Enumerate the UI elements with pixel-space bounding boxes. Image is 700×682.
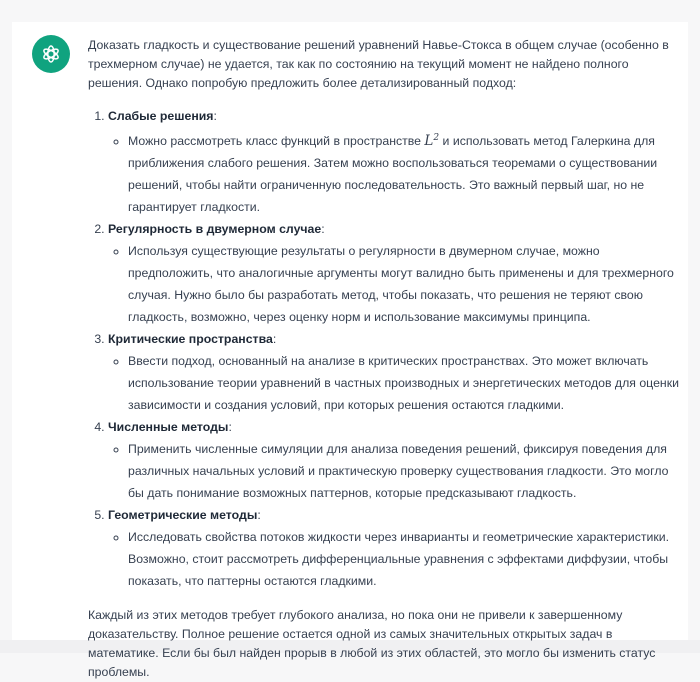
assistant-message <box>12 22 688 680</box>
conclusion-paragraph: Каждый из этих методов требует глубокого анализа, но пока они не привели к завершенному доказательству. Полное решение остается одной из самых значительных открытых задач в математике. Если бы был найден прорыв в любой из этих областей, это могло бы изменить статус проблемы. <box>88 608 656 680</box>
item-title: Численные методы <box>108 420 229 435</box>
list-item-detail: ◦ Можно рассмотреть класс функций в пространстве $L^2$ и использовать метод Галеркина для приближения слабого решения. Затем можно воспользоваться теоремами о существовании решений, чтобы найти ограниченную последовательность. Это важный первый шаг, но не гарантирует гладкости. <box>128 127 680 218</box>
item-title: Геометрические методы <box>108 508 258 523</box>
list-item: 3. Критические пространства: ◦ Ввести подход, основанный на анализе в критических пространствах. Это может включать использование теории уравнений в частных производных и энергетических методов для оценки зависимости и создания условий, при которых решения остаются гладкими. <box>108 328 680 416</box>
list-item-detail: ◦ Применить численные симуляции для анализа поведения решений, фиксируя поведения для различных начальных условий и практическую проверку существования гладкости. Это могло бы дать понимание возможных паттернов, которые предсказывают гладкость. <box>128 438 680 504</box>
approach-list <box>88 105 680 592</box>
list-item: 2. Регулярность в двумерном случае: ◦ Используя существующие результаты о регулярности в двумерном случае, можно предположить, что аналогичные аргументы могут валидно быть применены и для трехмерного случая. Нужно было бы разработать метод, чтобы показать, что решения не теряют свою гладкость, возможно, через оценку норм и использование максимумы принципа. <box>108 218 680 328</box>
item-title: Регулярность в двумерном случае <box>108 222 322 237</box>
item-title: Слабые решения <box>108 109 214 123</box>
intro-paragraph: Доказать гладкость и существование решений уравнений Навье-Стокса в общем случае (особенно в трехмерном случае) не удается, так как по состоянию на текущий момент не найдено полного решения. Однако попробую предложить более детализированный подход: <box>88 38 669 90</box>
list-item-detail: ◦ Используя существующие результаты о регулярности в двумерном случае, можно предположить, что аналогичные аргументы могут валидно быть применены и для трехмерного случая. Нужно было бы разработать метод, чтобы показать, что решения не теряют свою гладкость, возможно, через оценку норм и использование максимумы принципа. <box>128 240 680 328</box>
list-item-detail: ◦ Исследовать свойства потоков жидкости через инварианты и геометрические характеристики. Возможно, стоит рассмотреть дифференциальные уравнения с эффектами диффузии, чтобы показать, что паттерны остаются гладкими. <box>128 526 680 592</box>
item-title: Критические пространства <box>108 332 273 347</box>
list-item: 5. Геометрические методы: ◦ Исследовать свойства потоков жидкости через инварианты и геометрические характеристики. Возможно, стоит рассмотреть дифференциальные уравнения с эффектами диффузии, чтобы показать, что паттерны остаются гладкими. <box>108 504 680 592</box>
list-item-detail: ◦ Ввести подход, основанный на анализе в критических пространствах. Это может включать использование теории уравнений в частных производных и энергетических методов для оценки зависимости и создания условий, при которых решения остаются гладкими. <box>128 350 680 416</box>
message-content <box>88 36 680 682</box>
openai-logo-icon <box>39 42 63 66</box>
list-item: 4. Численные методы: ◦ Применить численные симуляции для анализа поведения решений, фиксируя поведения для различных начальных условий и практическую проверку существования гладкости. Это могло бы дать понимание возможных паттернов, которые предсказывают гладкость. <box>108 416 680 504</box>
list-item: 1. Слабые решения: ◦ Можно рассмотреть класс функций в пространстве $L^2$ и использовать метод Галеркина для приближения слабого решения. Затем можно воспользоваться теоремами о существовании решений, чтобы найти ограниченную последовательность. Это важный первый шаг, но не гарантирует гладкости. <box>108 105 680 218</box>
assistant-avatar <box>32 35 70 73</box>
